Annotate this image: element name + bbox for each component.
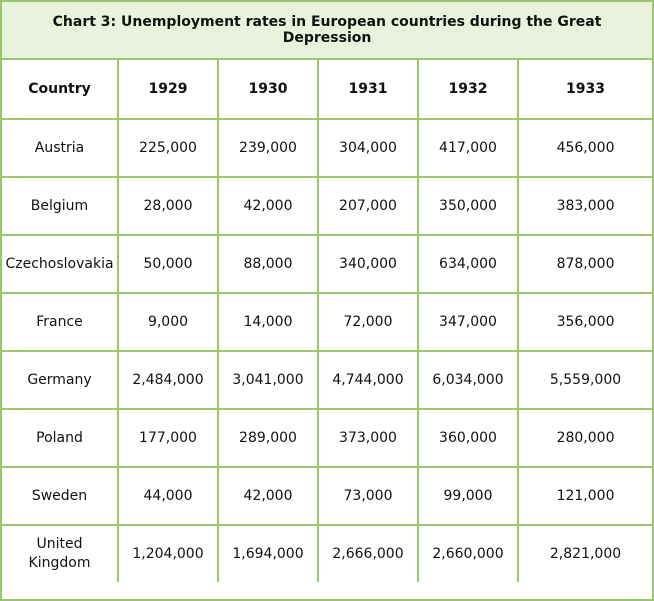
value-cell: 72,000: [318, 293, 418, 351]
column-header: 1929: [118, 59, 218, 119]
table-row: [2, 235, 652, 293]
country-cell: Austria: [2, 119, 118, 177]
value-cell: 121,000: [518, 467, 652, 525]
value-cell: 456,000: [518, 119, 652, 177]
value-cell: 28,000: [118, 177, 218, 235]
value-cell: 360,000: [418, 409, 518, 467]
value-cell: 177,000: [118, 409, 218, 467]
table-row: [2, 177, 652, 235]
country-cell: United Kingdom: [2, 525, 118, 582]
value-cell: 44,000: [118, 467, 218, 525]
value-cell: 878,000: [518, 235, 652, 293]
table-row: [2, 293, 652, 351]
value-cell: 9,000: [118, 293, 218, 351]
value-cell: 4,744,000: [318, 351, 418, 409]
table-title: Chart 3: Unemployment rates in European countries during the Great Depression: [2, 2, 652, 59]
value-cell: 304,000: [318, 119, 418, 177]
country-cell: Poland: [2, 409, 118, 467]
value-cell: 50,000: [118, 235, 218, 293]
header-row: [2, 59, 652, 119]
value-cell: 88,000: [218, 235, 318, 293]
table-row: [2, 525, 652, 582]
column-header: 1932: [418, 59, 518, 119]
value-cell: 340,000: [318, 235, 418, 293]
value-cell: 5,559,000: [518, 351, 652, 409]
value-cell: 2,484,000: [118, 351, 218, 409]
column-header: Country: [2, 59, 118, 119]
country-cell: France: [2, 293, 118, 351]
column-header: 1931: [318, 59, 418, 119]
table-row: [2, 351, 652, 409]
value-cell: 1,694,000: [218, 525, 318, 582]
country-cell: Czechoslovakia: [2, 235, 118, 293]
value-cell: 2,666,000: [318, 525, 418, 582]
value-cell: 14,000: [218, 293, 318, 351]
table-row: [2, 467, 652, 525]
value-cell: 634,000: [418, 235, 518, 293]
table-body: [2, 119, 652, 582]
value-cell: 280,000: [518, 409, 652, 467]
value-cell: 1,204,000: [118, 525, 218, 582]
table-row: [2, 119, 652, 177]
column-header: 1930: [218, 59, 318, 119]
value-cell: 2,821,000: [518, 525, 652, 582]
value-cell: 3,041,000: [218, 351, 318, 409]
value-cell: 2,660,000: [418, 525, 518, 582]
value-cell: 207,000: [318, 177, 418, 235]
title-row: [2, 2, 652, 59]
value-cell: 225,000: [118, 119, 218, 177]
value-cell: 73,000: [318, 467, 418, 525]
value-cell: 239,000: [218, 119, 318, 177]
value-cell: 289,000: [218, 409, 318, 467]
value-cell: 350,000: [418, 177, 518, 235]
country-cell: Sweden: [2, 467, 118, 525]
country-cell: Belgium: [2, 177, 118, 235]
table-row: [2, 409, 652, 467]
value-cell: 6,034,000: [418, 351, 518, 409]
value-cell: 383,000: [518, 177, 652, 235]
value-cell: 99,000: [418, 467, 518, 525]
unemployment-table: [2, 2, 652, 582]
value-cell: 373,000: [318, 409, 418, 467]
value-cell: 356,000: [518, 293, 652, 351]
value-cell: 347,000: [418, 293, 518, 351]
value-cell: 42,000: [218, 177, 318, 235]
country-cell: Germany: [2, 351, 118, 409]
value-cell: 417,000: [418, 119, 518, 177]
column-header: 1933: [518, 59, 652, 119]
value-cell: 42,000: [218, 467, 318, 525]
